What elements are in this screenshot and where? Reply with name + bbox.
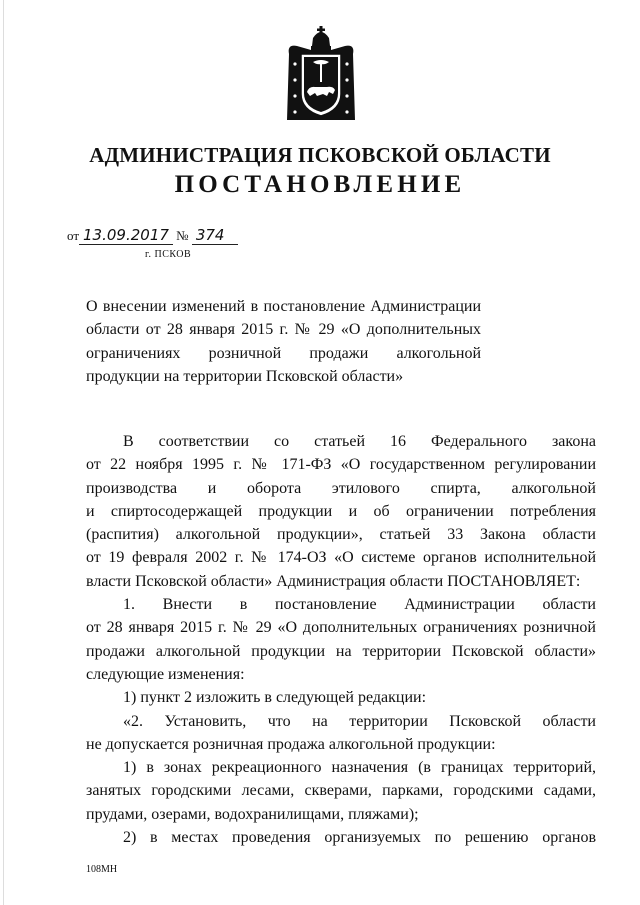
- date-number-line: [67, 226, 238, 245]
- pskov-coat-of-arms-icon: [283, 24, 359, 124]
- title-line: области от 28 января 2015 г. № 29 «О дополнительных: [86, 321, 481, 339]
- footer-code: 108МН: [86, 864, 118, 875]
- document-date: 13.09.2017: [79, 226, 173, 245]
- body-line: «2. Установить, что на территории Псковской области: [123, 712, 596, 730]
- body-line: следующие изменения:: [86, 665, 245, 683]
- date-prefix: от: [67, 228, 80, 243]
- body-line: производства и оборота этилового спирта, алкогольной: [86, 479, 596, 497]
- body-line: от 19 февраля 2002 г. № 174-ОЗ «О системе органов исполнительной: [86, 549, 596, 567]
- title-line: продукции на территории Псковской области»: [86, 368, 404, 386]
- body-line: (распития) алкогольной продукции», статьей 33 Закона области: [86, 526, 596, 544]
- body-line: не допускается розничная продажа алкогольной продукции:: [86, 735, 496, 753]
- body-line: 1. Внести в постановление Администрации области: [123, 596, 596, 614]
- body-line: и спиртосодержащей продукции и об ограничении потребления: [86, 502, 596, 520]
- title-line: ограничениях розничной продажи алкогольной: [86, 344, 481, 362]
- city: г. ПСКОВ: [145, 249, 192, 260]
- body-line: от 28 января 2015 г. № 29 «О дополнительных ограничениях розничной: [86, 619, 596, 637]
- document-type: ПОСТАНОВЛЕНИЕ: [174, 171, 466, 198]
- scan-edge: [3, 0, 4, 905]
- body-line: 1) пункт 2 изложить в следующей редакции:: [123, 689, 427, 707]
- document-number: 374: [192, 226, 239, 245]
- body-line: от 22 ноября 1995 г. № 171-ФЗ «О государственном регулировании: [86, 456, 596, 474]
- title-line: О внесении изменений в постановление Администрации: [86, 298, 481, 315]
- body-line: прудами, озерами, водохранилищами, пляжами);: [86, 805, 419, 823]
- body-line: продажи алкогольной продукции на территории Псковской области»: [86, 642, 596, 660]
- body-line: власти Псковской области» Администрация области ПОСТАНОВЛЯЕТ:: [86, 572, 581, 590]
- document-title: [86, 295, 481, 389]
- organization-name: АДМИНИСТРАЦИЯ ПСКОВСКОЙ ОБЛАСТИ: [89, 143, 551, 167]
- body-line: В соответствии со статьей 16 Федерального закона: [123, 433, 596, 450]
- body-line: 2) в местах проведения организуемых по решению органов: [123, 829, 596, 847]
- body-line: занятых городскими лесами, скверами, парками, городскими садами,: [86, 782, 596, 800]
- number-prefix: №: [176, 228, 189, 243]
- document-body: [86, 430, 596, 849]
- body-line: 1) в зонах рекреационного назначения (в границах территорий,: [123, 759, 596, 777]
